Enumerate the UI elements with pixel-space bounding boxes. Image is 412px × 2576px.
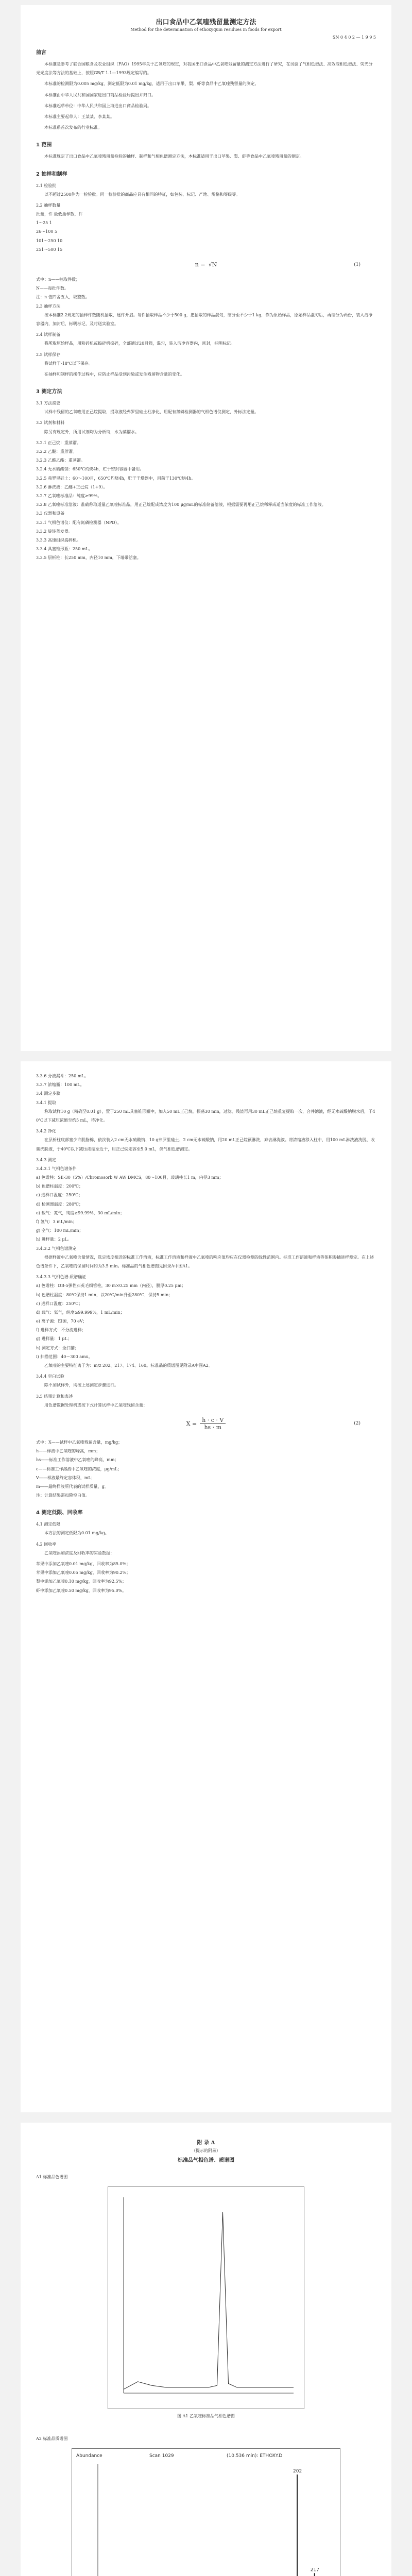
appendix-heading: 附 录 A bbox=[197, 2140, 215, 2146]
clause-title: 3.4.3.3 气相色谱-质谱确证 bbox=[36, 1275, 87, 1280]
clause-title: 2.4 试样制备 bbox=[36, 332, 61, 337]
clause-title: 3.4.1 提取 bbox=[36, 1100, 56, 1105]
paragraph: 本标准主要起草人：王某某、李某某。 bbox=[44, 114, 114, 119]
equation-number: (2) bbox=[354, 1421, 360, 1427]
equation-2 bbox=[36, 1417, 376, 1431]
paragraph: 本标准的检测限为0.005 mg/kg，测定低限为0.01 mg/kg，适用于出口苹果、梨、虾等食品中乙氧喹残留量的测定。 bbox=[44, 81, 259, 87]
equation-numerator: h · c · V bbox=[200, 1417, 226, 1424]
paragraph: 本标准规定了出口食品中乙氧喹残留量检验的抽样、制样和气相色谱测定方法，本标准适用于出口苹果、梨、虾等食品中乙氧喹残留量的测定。 bbox=[44, 154, 304, 159]
section-heading: 3 测定方法 bbox=[36, 389, 62, 395]
paragraph: 除另有规定外，所用试剂均为分析纯，水为蒸馏水。 bbox=[44, 429, 139, 434]
list-item: h) 测定方式：全扫描； bbox=[36, 1345, 79, 1350]
list-item: d) 检测器温度：280℃； bbox=[36, 1201, 83, 1207]
list-item: hs——标准工作溶液中乙氧喹的峰高，mm； bbox=[36, 1458, 119, 1463]
list-item: 3.2.1 正己烷：重蒸馏。 bbox=[36, 440, 81, 445]
chromatogram-figure bbox=[108, 2187, 304, 2409]
clause-title: 4.1 测定低限 bbox=[36, 1522, 61, 1527]
list-item: 3.3.7 浓缩瓶：100 mL。 bbox=[36, 1082, 84, 1088]
list-item: g) 进样量：1 μL； bbox=[36, 1336, 72, 1342]
clause-title: 3.4.2 净化 bbox=[36, 1129, 56, 1134]
document-subtitle: Method for the determination of ethoxyquin residues in foods for export bbox=[130, 27, 282, 32]
chromatogram-chart bbox=[108, 2187, 304, 2409]
clause-title: 3.4.3.2 气相色谱测定 bbox=[36, 1246, 77, 1251]
list-item: i) 扫描范围：40～300 amu。 bbox=[36, 1354, 93, 1359]
list-item: g) 空气：100 mL/min； bbox=[36, 1228, 83, 1233]
paragraph: 按本标准2.2规定的抽样件数随机抽取，逐件开启。每件抽取样品不少于500 g，把抽取的样品混匀，缩分至不少于1 kg，作为原始样品，原始样品混匀后，再缩分为两份，装入洁净容器内，加封后，标明标记，及时送实验室。 bbox=[36, 312, 373, 326]
ms-peak-label: 217 bbox=[310, 2567, 319, 2573]
clause-title: 3.2 试剂和材料 bbox=[36, 420, 65, 426]
list-item: 梨中添加乙氧喹0.10 mg/kg，回收率为92.5%； bbox=[36, 1579, 127, 1584]
list-item: a) 色谱柱：DB-5弹性石英毛细管柱，30 m×0.25 mm（内径），膜厚0.25 μm； bbox=[36, 1283, 186, 1289]
list-item: 苹果中添加乙氧喹0.01 mg/kg，回收率为85.0%； bbox=[36, 1562, 131, 1566]
standard-number: SN 0 4 0 2 — 1 9 9 5 bbox=[332, 35, 376, 40]
list-item: c——标准工作溶液中乙氧喹的浓度，μg/mL； bbox=[36, 1466, 122, 1471]
paragraph: 以不超过2500件为一检验批。同一检验批的商品应具有相同的特征，如包装、标记、产地、规格和等级等。 bbox=[44, 192, 241, 197]
clause-title: 3.1 方法提要 bbox=[36, 401, 61, 406]
paragraph: 本标准系首次发布的行业标准。 bbox=[44, 125, 102, 130]
list-item: 1～25 1 bbox=[36, 221, 52, 226]
note: 注：n 值四舍五入，取整数。 bbox=[36, 295, 90, 300]
list-item: e) 离子源：EI源，70 eV； bbox=[36, 1319, 87, 1324]
list-item: 101～250 10 bbox=[36, 238, 63, 243]
list-item: 3.3.6 分液漏斗：250 mL。 bbox=[36, 1074, 89, 1078]
list-item: f) 氢气：3 mL/min； bbox=[36, 1219, 77, 1224]
paragraph: 本标准是参考了联合国粮食及农业组织（FAO）1995年关于乙氧喹的规定，对我国出口食品中乙氧喹残留量的测定方法进行了研究，在试验了气相色谱法、高效液相色谱法、荧光分光光度法等方法的基础上，按照GB/T 1.1—1993规定编写的。 bbox=[36, 62, 373, 76]
list-item: 3.3.4 具塞锥形瓶：250 mL。 bbox=[36, 547, 93, 552]
ms-peak-label: 202 bbox=[293, 2469, 302, 2475]
section-heading: 前言 bbox=[36, 50, 46, 56]
appendix-title: 标准品气相色谱、质谱图 bbox=[178, 2158, 234, 2163]
ms-file-label: (10.536 min): ETHOXY.D bbox=[227, 2453, 283, 2459]
chromatogram-trace bbox=[124, 2212, 294, 2389]
list-item: N——每批件数。 bbox=[36, 286, 68, 291]
list-item: f) 进样方式：不分流进样； bbox=[36, 1328, 86, 1333]
mass-spectrum-chart bbox=[72, 2449, 340, 2576]
section-heading: 4 测定低限、回收率 bbox=[36, 1510, 83, 1516]
list-item: 251～500 15 bbox=[36, 247, 63, 252]
list-item: 3.2.6 淋洗液：乙醚+正己烷（1+9）。 bbox=[36, 484, 108, 489]
clause-title: 3.4.4 空白试验 bbox=[36, 1374, 64, 1379]
list-item: c) 进样口温度：250℃； bbox=[36, 1301, 83, 1306]
clause-title: 2.3 抽样方法 bbox=[36, 303, 61, 309]
equation-number: (1) bbox=[354, 262, 360, 267]
paragraph: 称取试样10 g（精确至0.01 g），置于250 mL具塞锥形瓶中，加入50 mL正己烷，振荡30 min，过滤，残渣再用30 mL正己烷重复提取一次，合并滤液，经无水硫酸钠脱水后，于40℃以下减压浓缩至约5 mL，待净化。 bbox=[36, 1109, 375, 1123]
list-item: 虾中添加乙氧喹0.50 mg/kg，回收率为95.0%。 bbox=[36, 1588, 127, 1593]
list-item: m——最终样液所代表的试样质量，g。 bbox=[36, 1484, 109, 1489]
paragraph: 本方法的测定低限为0.01 mg/kg。 bbox=[44, 1531, 109, 1536]
list-item: 苹果中添加乙氧喹0.05 mg/kg，回收率为90.2%； bbox=[36, 1570, 131, 1575]
list-item: 3.3.5 层析柱：长250 mm，内径10 mm，下端带活塞。 bbox=[36, 555, 141, 561]
paragraph: 试样中残留的乙氧喹用正己烷提取，提取液经弗罗里硅土柱净化，用配有氮磷检测器的气相色谱仪测定，外标法定量。 bbox=[44, 410, 259, 415]
ms-abundance-label: Abundance bbox=[76, 2453, 102, 2459]
list-item: 式中：n——抽取件数； bbox=[36, 277, 80, 282]
list-item: b) 色谱柱温度：200℃； bbox=[36, 1184, 83, 1189]
list-item: V——样液最终定容体积，mL； bbox=[36, 1475, 95, 1480]
equation-denominator: hs · m bbox=[204, 1423, 222, 1431]
equation-lhs: X = bbox=[186, 1420, 197, 1427]
figure-caption: 图 A1 乙氧喹标准品气相色谱图 bbox=[177, 2414, 235, 2419]
equation-lhs: n = bbox=[195, 261, 205, 268]
list-item: 3.2.4 无水硫酸钠：650℃灼烧4h，贮于密封容器中备用。 bbox=[36, 467, 144, 472]
list-item: 式中：X——试样中乙氧喹残留含量，mg/kg； bbox=[36, 1439, 123, 1445]
list-item: b) 色谱柱温度：80℃保持1 min，以20℃/min升至280℃，保持5 min； bbox=[36, 1292, 173, 1297]
mass-spectrum-figure bbox=[72, 2448, 340, 2576]
appendix-subheading: （提示的附录） bbox=[192, 2148, 220, 2153]
list-item: a) 色谱柱：SE-30（5%）/Chromosorb W AW DMCS，80～100目，玻璃柱长1 m，内径3 mm； bbox=[36, 1175, 224, 1180]
document-page-3 bbox=[21, 2123, 391, 2576]
figure-label: A2 标准品质谱图 bbox=[36, 2436, 68, 2442]
list-item: d) 载气：氦气，纯度≥99.999%，1 mL/min； bbox=[36, 1310, 125, 1315]
list-item: 3.3.3 高速组织捣碎机。 bbox=[36, 537, 81, 543]
paragraph: 本标准起草单位：中华人民共和国上海进出口商品检验局。 bbox=[44, 103, 151, 108]
document-page-1 bbox=[21, 5, 391, 1051]
paragraph: 除不加试样外，均按上述测定步骤进行。 bbox=[44, 1383, 118, 1388]
paragraph: 将试样于-18℃以下保存。 bbox=[44, 361, 93, 366]
list-item: c) 进样口温度：250℃； bbox=[36, 1193, 83, 1198]
document-title: 出口食品中乙氧喹残留量测定方法 bbox=[156, 19, 256, 26]
clause-title: 2.2 抽样数量 bbox=[36, 202, 61, 208]
list-item: 批量，件 最低抽样数，件 bbox=[36, 212, 83, 217]
equation-fraction bbox=[200, 1417, 226, 1431]
clause-title: 2.1 检验批 bbox=[36, 183, 57, 188]
list-item: 3.3.2 旋转蒸发器。 bbox=[36, 529, 73, 534]
list-item: h) 进样量：2 μL。 bbox=[36, 1237, 72, 1242]
list-item: 3.2.7 乙氧喹标准品：纯度≥99%。 bbox=[36, 493, 102, 498]
paragraph: 根据样液中乙氧喹含量情况，选定浓度相近的标准工作溶液，标准工作溶液和样液中乙氧喹的响应值均应在仪器检测的线性范围内。标准工作溶液和样液等体积参插进样测定。在上述色谱条件下，乙氧喹的保留时间约为3.5 min。标准品的气相色谱图见附录A中图A1。 bbox=[36, 1255, 374, 1268]
equation-rhs: √N bbox=[208, 261, 217, 268]
clause-title: 3.3 仪器和设备 bbox=[36, 511, 65, 516]
paragraph: 将所取原始样品，用粉碎机或捣碎机捣碎，全部通过20目筛，混匀，装入洁净容器内，密封，标明标记。 bbox=[44, 341, 235, 346]
clause-title: 2.5 试样保存 bbox=[36, 352, 61, 357]
paragraph: 乙氧喹添加浓度及回收率的实验数据： bbox=[44, 1550, 114, 1555]
ms-scan-label: Scan 1029 bbox=[149, 2453, 174, 2459]
paragraph: 在抽样和制样的操作过程中，应防止样品受到污染或发生残留物含量的变化。 bbox=[44, 371, 184, 377]
list-item: 3.2.5 弗罗里硅土：60～100目，650℃灼烧4h，贮于干燥器中，用前于130℃烘4h。 bbox=[36, 476, 196, 481]
clause-title: 4.2 回收率 bbox=[36, 1541, 57, 1547]
paragraph: 在层析柱底部塞少许脱脂棉，依次装入2 cm无水硫酸钠、10 g弗罗里硅土、2 cm无水硫酸钠，用20 mL正己烷预淋洗，弃去淋洗液。将浓缩液移入柱中，用100 mL淋洗液洗脱，收集洗脱液，于40℃以下减压浓缩至近干，用正己烷定容至5.0 mL，供气相色谱测定。 bbox=[36, 1138, 375, 1151]
list-item: e) 载气：氮气，纯度≥99.99%，30 mL/min； bbox=[36, 1210, 125, 1215]
list-item: 26～100 5 bbox=[36, 229, 58, 234]
clause-title: 3.4.3 测定 bbox=[36, 1157, 56, 1162]
note: 注：计算结果需扣除空白值。 bbox=[36, 1493, 90, 1498]
section-heading: 2 抽样和制样 bbox=[36, 171, 67, 177]
paragraph: 本标准由中华人民共和国国家进出口商品检验局提出并归口。 bbox=[44, 92, 156, 97]
clause-title: 3.4.3.1 气相色谱条件 bbox=[36, 1166, 77, 1171]
paragraph: 用色谱数据处理机或按下式计算试样中乙氧喹残留含量： bbox=[44, 1402, 147, 1408]
list-item: 3.2.8 乙氧喹标准溶液：准确称取适量乙氧喹标准品，用正己烷配成浓度为100 μg/mL的标准储备溶液，根据需要再用正己烷稀释成适当浓度的标准工作溶液。 bbox=[36, 502, 326, 507]
figure-label: A1 标准品色谱图 bbox=[36, 2175, 68, 2179]
list-item: 3.2.3 乙酸乙酯：重蒸馏。 bbox=[36, 458, 85, 463]
clause-title: 3.4 测定步骤 bbox=[36, 1091, 61, 1096]
list-item: h——样液中乙氧喹的峰高，mm； bbox=[36, 1449, 100, 1454]
section-heading: 1 范围 bbox=[36, 142, 52, 148]
document-page-2 bbox=[21, 1061, 391, 2112]
clause-title: 3.5 结果计算和表述 bbox=[36, 1394, 73, 1399]
list-item: 3.2.2 乙醚：重蒸馏。 bbox=[36, 449, 77, 454]
paragraph: 乙氧喹的主要特征离子为：m/z 202、217、174、160。标准品的质谱图见附录A中图A2。 bbox=[44, 1363, 213, 1368]
equation-1 bbox=[36, 261, 376, 268]
list-item: 3.3.1 气相色谱仪：配有氮磷检测器（NPD）。 bbox=[36, 520, 122, 525]
